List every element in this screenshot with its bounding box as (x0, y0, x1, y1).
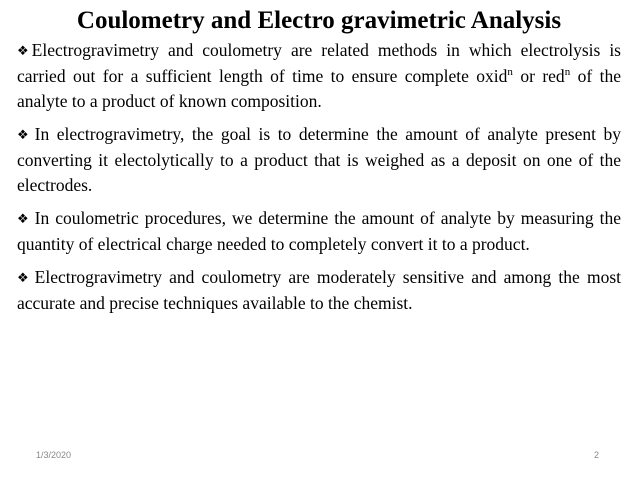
paragraph-3-text: In coulometric procedures, we determine the amount of analyte by measuring the quantity of electrical charge needed to completely convert it to a product. (17, 208, 621, 254)
slide-title: Coulometry and Electro gravimetric Analysis (76, 7, 562, 34)
paragraph-2-text: In electrogravimetry, the goal is to determine the amount of analyte present by converting it electolytically to a product that is weighed as a deposit on one of the electrodes. (17, 124, 621, 195)
diamond-bullet-icon: ❖ (17, 212, 29, 227)
footer-page-number: 2 (594, 450, 600, 460)
diamond-bullet-icon: ❖ (17, 44, 29, 59)
paragraph-4-text: Electrogravimetry and coulometry are moderately sensitive and among the most accurate and precise techniques available to the chemist. (17, 267, 621, 313)
bullet-paragraph-1 (17, 38, 621, 114)
footer-date: 1/3/2020 (36, 450, 72, 460)
slide-body (17, 38, 621, 324)
diamond-bullet-icon: ❖ (17, 128, 29, 143)
diamond-bullet-icon: ❖ (17, 271, 29, 286)
bullet-paragraph-2 (17, 122, 621, 198)
superscript-n: n (564, 66, 571, 79)
superscript-n: n (507, 66, 513, 79)
paragraph-1-text-c: of the analyte to a product of known composition. (17, 66, 621, 111)
paragraph-1-text-b: or red (512, 66, 565, 86)
bullet-paragraph-3 (17, 206, 621, 257)
bullet-paragraph-4 (17, 265, 621, 316)
paragraph-1-text-a: Electrogravimetry and coulometry are related methods in which electrolysis is carried out for a sufficient length of time to ensure complete oxid (17, 40, 621, 86)
